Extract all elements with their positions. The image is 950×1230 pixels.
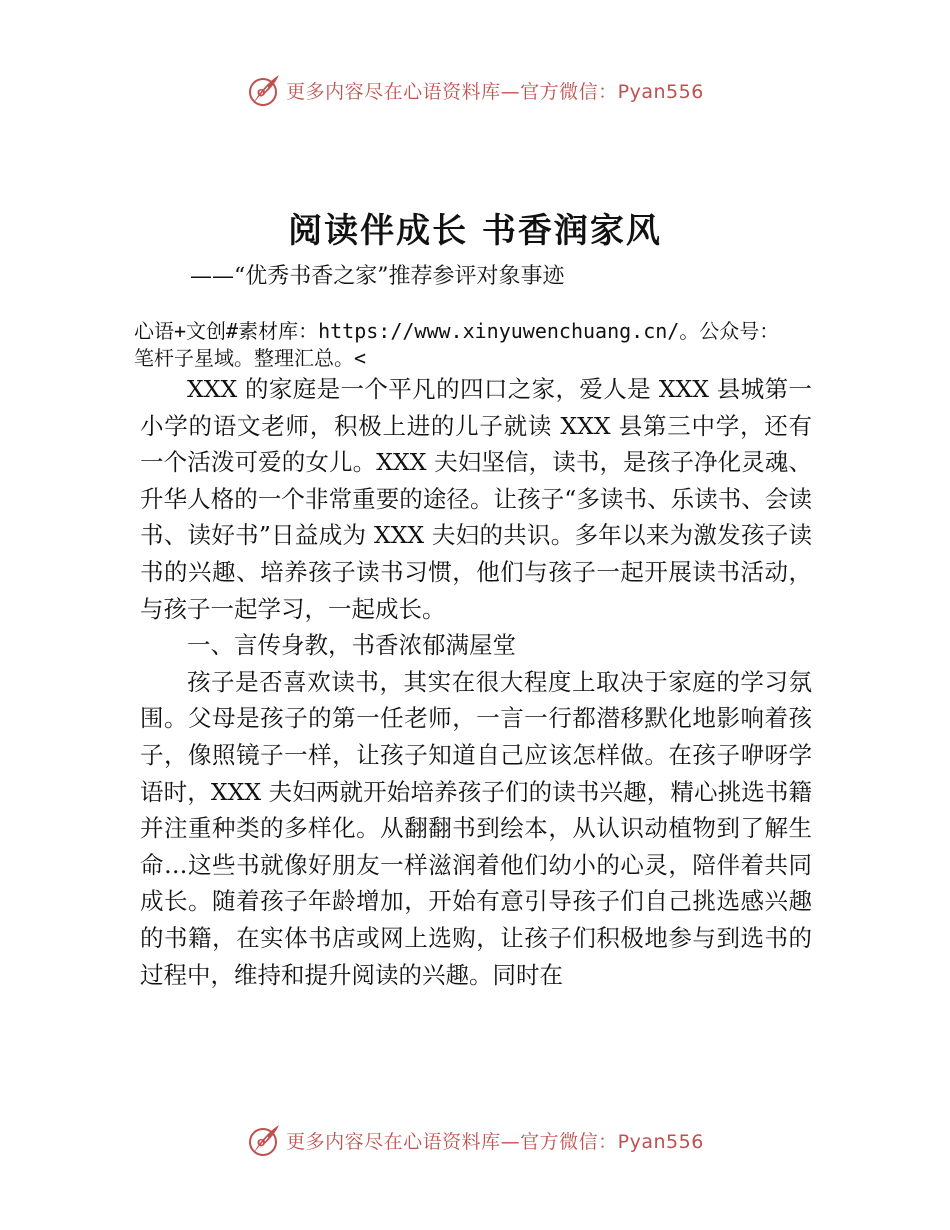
document-subtitle: ——“优秀书香之家”推荐参评对象事迹 [190,264,565,289]
footer-banner [0,1118,950,1162]
section-heading: 一、言传身教，书香浓郁满屋堂 [187,631,516,660]
source-note [134,318,874,372]
quill-pen-logo-icon [246,1122,282,1158]
document-body [140,371,812,993]
document-title: 阅读伴成长 书香润家风 [288,211,662,251]
banner-text: 更多内容尽在心语资料库—官方微信：Pyan556 [286,1130,704,1153]
source-line: 心语+文创#素材库：https://www.xinyuwenchuang.cn/。公众号： [134,319,780,343]
quill-pen-logo-icon [246,72,282,108]
banner-text: 更多内容尽在心语资料库—官方微信：Pyan556 [286,80,704,103]
source-line: 笔杆子星域。整理汇总。< [134,346,367,370]
svg-text:O: O [257,1138,266,1149]
paragraph: XXX 的家庭是一个平凡的四口之家，爱人是 XXX 县城第一小学的语文老师，积极上进的儿子就读 XXX 县第三中学，还有一个活泼可爱的女儿。XXX 夫妇坚信，读书，是孩子净化灵魂、升华人格的一个非常重要的途径。让孩子“多读书、乐读书、会读书、读好书”日益成为 XXX 夫妇的共识。多年以来为激发孩子读书的兴趣、培养孩子读书习惯，他们与孩子一起开展读书活动，与孩子一起学习，一起成长。 [140,375,812,623]
paragraph: 孩子是否喜欢读书，其实在很大程度上取决于家庭的学习氛围。父母是孩子的第一任老师，一言一行都潜移默化地影响着孩子，像照镜子一样，让孩子知道自己应该怎样做。在孩子咿呀学语时，XXX 夫妇两就开始培养孩子们的读书兴趣，精心挑选书籍并注重种类的多样化。从翻翻书到绘本，从认识动植物到了解生命…这些书就像好朋友一样滋润着他们幼小的心灵，陪伴着共同成长。随着孩子年龄增加，开始有意引导孩子们自己挑选感兴趣的书籍，在实体书店或网上选购，让孩子们积极地参与到选书的过程中，维持和提升阅读的兴趣。同时在 [140,667,812,989]
header-banner [0,68,950,112]
svg-text:O: O [257,88,266,99]
